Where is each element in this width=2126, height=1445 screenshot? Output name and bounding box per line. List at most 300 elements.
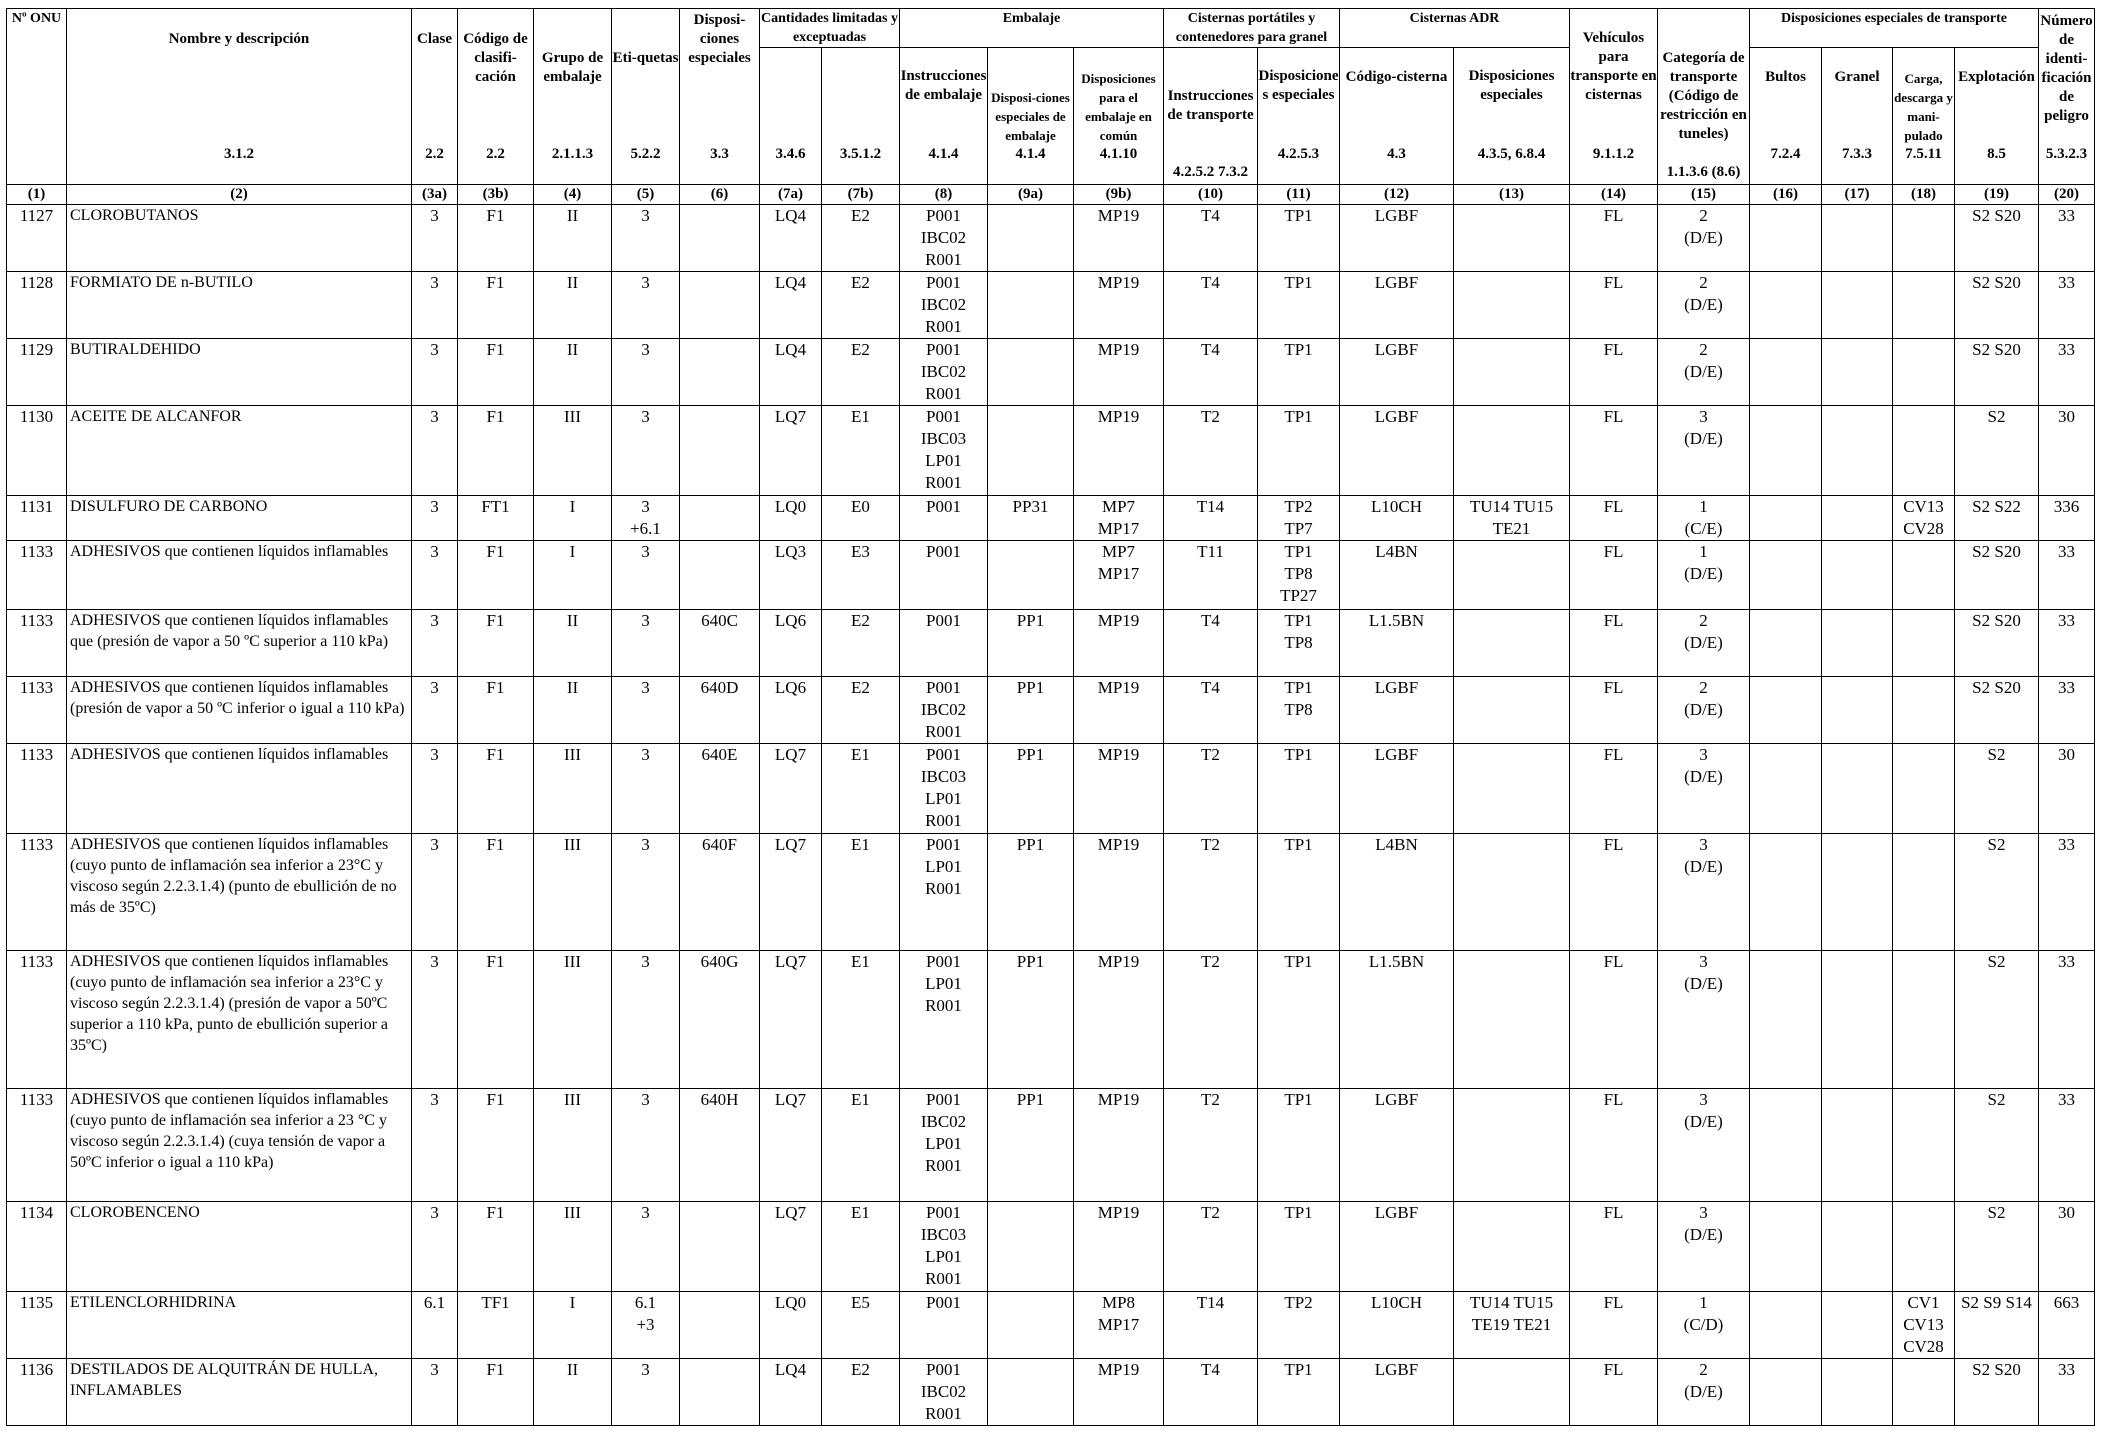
- cell-c6: [680, 406, 760, 496]
- cell-c13: [1454, 1359, 1570, 1426]
- cell-c3a: 3: [412, 496, 458, 541]
- cell-c3a: 3: [412, 951, 458, 1089]
- cell-c5: 3: [612, 744, 680, 834]
- cell-c4: II: [534, 677, 612, 744]
- cell-c9b: MP19: [1074, 205, 1164, 272]
- cell-c7a: LQ7: [760, 744, 822, 834]
- cell-c15: [1658, 406, 1750, 496]
- cell-c9b: MP19: [1074, 834, 1164, 951]
- cell-c20: 33: [2039, 272, 2095, 339]
- cell-c10: T2: [1164, 834, 1258, 951]
- cell-line: P001: [926, 678, 961, 697]
- cell-line: (D/E): [1684, 767, 1723, 786]
- cell-c3a: 3: [412, 406, 458, 496]
- cell-line: TE19 TE21: [1471, 1315, 1552, 1334]
- cell-line: 3: [1699, 835, 1708, 854]
- cell-c3b: F1: [458, 541, 534, 610]
- header-packing-group: Grupo de embalaje 2.1.1.3: [534, 9, 612, 185]
- cell-line: IBC02: [920, 700, 967, 719]
- cell-line: LP01: [925, 974, 962, 993]
- cell-c18: [1893, 1089, 1955, 1202]
- cell-c6: 640H: [680, 1089, 760, 1202]
- cell-c5: 3: [612, 1359, 680, 1426]
- header-labels: Eti-quetas 5.2.2: [612, 9, 680, 185]
- column-number: (11): [1258, 185, 1340, 205]
- column-number: (19): [1955, 185, 2039, 205]
- cell-c5: 3: [612, 1089, 680, 1202]
- cell-c15: [1658, 339, 1750, 406]
- cell-line: MP8: [1101, 1293, 1136, 1312]
- cell-c15: [1658, 1089, 1750, 1202]
- cell-c12: L4BN: [1340, 541, 1454, 610]
- cell-line: P001: [926, 952, 961, 971]
- header-special-provisions: Disposi-ciones especiales 3.3: [680, 9, 760, 185]
- table-row: [7, 339, 2095, 406]
- cell-c7b: E2: [822, 610, 900, 677]
- cell-c4: I: [534, 496, 612, 541]
- table-row: [7, 1292, 2095, 1359]
- cell-c5: 3: [612, 205, 680, 272]
- cell-c11: TP1: [1258, 406, 1340, 496]
- cell-line: LP01: [925, 857, 962, 876]
- cell-c9b: MP19: [1074, 406, 1164, 496]
- cell-c14: FL: [1570, 1359, 1658, 1426]
- cell-line: TU14 TU15: [1469, 1293, 1554, 1312]
- cell-c13: [1454, 744, 1570, 834]
- cell-c9a: PP1: [988, 677, 1074, 744]
- cell-un-number: 1136: [7, 1359, 67, 1426]
- cell-c12: LGBF: [1340, 1202, 1454, 1292]
- cell-line: P001: [926, 835, 961, 854]
- cell-line: R001: [925, 722, 962, 741]
- cell-c19: S2 S20: [1955, 677, 2039, 744]
- cell-c9a: [988, 339, 1074, 406]
- cell-c3a: 6.1: [412, 1292, 458, 1359]
- cell-c17: [1822, 406, 1893, 496]
- cell-c8: [900, 406, 988, 496]
- cell-name: DESTILADOS DE ALQUITRÁN DE HULLA, INFLAMABLES: [67, 1359, 412, 1426]
- header-7b: 3.5.1.2: [822, 48, 900, 185]
- cell-c16: [1750, 406, 1822, 496]
- cell-c9b: MP19: [1074, 744, 1164, 834]
- cell-c7b: E5: [822, 1292, 900, 1359]
- table-row: [7, 272, 2095, 339]
- table-row: [7, 951, 2095, 1089]
- cell-c8: [900, 272, 988, 339]
- cell-c3a: 3: [412, 541, 458, 610]
- cell-c9a: [988, 205, 1074, 272]
- cell-c5: 3: [612, 406, 680, 496]
- cell-c4: III: [534, 406, 612, 496]
- cell-c3b: F1: [458, 1202, 534, 1292]
- cell-c18: [1893, 272, 1955, 339]
- cell-c10: T4: [1164, 677, 1258, 744]
- column-number: (3a): [412, 185, 458, 205]
- cell-c9a: PP1: [988, 951, 1074, 1089]
- cell-c9b: MP19: [1074, 610, 1164, 677]
- cell-c19: S2 S20: [1955, 205, 2039, 272]
- cell-c20: 33: [2039, 541, 2095, 610]
- cell-c19: S2 S20: [1955, 541, 2039, 610]
- column-number: (16): [1750, 185, 1822, 205]
- cell-line: IBC02: [920, 295, 967, 314]
- column-number: (8): [900, 185, 988, 205]
- cell-c14: FL: [1570, 272, 1658, 339]
- cell-c20: 336: [2039, 496, 2095, 541]
- cell-line: R001: [925, 384, 962, 403]
- cell-c9b: MP19: [1074, 1359, 1164, 1426]
- cell-c8: P001: [900, 541, 988, 610]
- cell-c16: [1750, 339, 1822, 406]
- cell-c19: S2 S9 S14: [1955, 1292, 2039, 1359]
- cell-c7a: LQ0: [760, 1292, 822, 1359]
- cell-line: MP7: [1101, 542, 1136, 561]
- cell-c13: [1454, 1089, 1570, 1202]
- cell-c7b: E1: [822, 951, 900, 1089]
- cell-line: (D/E): [1684, 564, 1723, 583]
- cell-c10: T11: [1164, 541, 1258, 610]
- cell-c11: TP1: [1258, 1359, 1340, 1426]
- cell-c9a: PP1: [988, 744, 1074, 834]
- cell-c7a: LQ4: [760, 1359, 822, 1426]
- cell-c6: [680, 272, 760, 339]
- cell-c10: T4: [1164, 1359, 1258, 1426]
- cell-c11: TP1: [1258, 1202, 1340, 1292]
- cell-un-number: 1135: [7, 1292, 67, 1359]
- cell-c19: S2 S20: [1955, 272, 2039, 339]
- cell-un-number: 1127: [7, 205, 67, 272]
- cell-c18: [1893, 496, 1955, 541]
- cell-c13: [1454, 541, 1570, 610]
- cell-line: 2: [1699, 206, 1708, 225]
- cell-c3b: F1: [458, 272, 534, 339]
- cell-c12: L4BN: [1340, 834, 1454, 951]
- cell-c3b: F1: [458, 677, 534, 744]
- cell-c4: II: [534, 610, 612, 677]
- cell-c18: [1893, 541, 1955, 610]
- cell-c3a: 3: [412, 205, 458, 272]
- cell-c17: [1822, 339, 1893, 406]
- cell-c7b: E1: [822, 744, 900, 834]
- cell-c13: [1454, 496, 1570, 541]
- header-operation: Explotación 8.5: [1955, 48, 2039, 185]
- cell-c15: [1658, 541, 1750, 610]
- cell-line: R001: [925, 1269, 962, 1288]
- cell-c9b: MP19: [1074, 951, 1164, 1089]
- cell-c15: [1658, 1292, 1750, 1359]
- cell-c11: TP1: [1258, 951, 1340, 1089]
- cell-c8: [900, 677, 988, 744]
- cell-c17: [1822, 744, 1893, 834]
- cell-c5: 3: [612, 1202, 680, 1292]
- cell-c3a: 3: [412, 272, 458, 339]
- cell-c16: [1750, 272, 1822, 339]
- cell-c14: FL: [1570, 406, 1658, 496]
- cell-c19: S2: [1955, 744, 2039, 834]
- cell-un-number: 1133: [7, 834, 67, 951]
- cell-c3a: 3: [412, 339, 458, 406]
- cell-c3b: F1: [458, 339, 534, 406]
- cell-c14: FL: [1570, 1292, 1658, 1359]
- cell-c8: P001: [900, 496, 988, 541]
- cell-c17: [1822, 1089, 1893, 1202]
- cell-c14: FL: [1570, 834, 1658, 951]
- cell-name: ADHESIVOS que contienen líquidos inflamables que (presión de vapor a 50 ºC superior a 110 kPa): [67, 610, 412, 677]
- cell-name: ADHESIVOS que contienen líquidos inflamables: [67, 744, 412, 834]
- cell-line: TP8: [1284, 700, 1313, 719]
- cell-line: LP01: [925, 789, 962, 808]
- cell-c7a: LQ4: [760, 339, 822, 406]
- cell-c11: [1258, 610, 1340, 677]
- cell-c10: T2: [1164, 1089, 1258, 1202]
- cell-name: CLOROBENCENO: [67, 1202, 412, 1292]
- table-row: [7, 205, 2095, 272]
- cell-c12: L10CH: [1340, 496, 1454, 541]
- cell-c20: 33: [2039, 339, 2095, 406]
- cell-c11: TP1: [1258, 272, 1340, 339]
- cell-line: MP17: [1097, 519, 1140, 538]
- cell-c8: [900, 205, 988, 272]
- cell-c9a: [988, 1292, 1074, 1359]
- cell-c16: [1750, 1292, 1822, 1359]
- cell-line: TP2: [1284, 497, 1313, 516]
- column-number: (9b): [1074, 185, 1164, 205]
- cell-c13: [1454, 339, 1570, 406]
- cell-c18: [1893, 205, 1955, 272]
- adr-table-container: [6, 8, 2095, 1426]
- column-number: (1): [7, 185, 67, 205]
- table-row: [7, 610, 2095, 677]
- cell-c16: [1750, 1089, 1822, 1202]
- cell-c13: [1454, 1202, 1570, 1292]
- cell-line: R001: [925, 811, 962, 830]
- cell-c9b: [1074, 496, 1164, 541]
- cell-c13: [1454, 951, 1570, 1089]
- cell-name: BUTIRALDEHIDO: [67, 339, 412, 406]
- cell-line: MP17: [1097, 564, 1140, 583]
- cell-line: (D/E): [1684, 295, 1723, 314]
- cell-line: R001: [925, 1156, 962, 1175]
- cell-c3a: 3: [412, 744, 458, 834]
- cell-name: DISULFURO DE CARBONO: [67, 496, 412, 541]
- cell-line: LP01: [925, 1247, 962, 1266]
- cell-line: (D/E): [1684, 1382, 1723, 1401]
- cell-c7a: LQ7: [760, 951, 822, 1089]
- header-mixed-packing: Disposiciones para el embalaje en común 4.1.10: [1074, 48, 1164, 185]
- cell-c6: 640E: [680, 744, 760, 834]
- cell-c11: TP1: [1258, 339, 1340, 406]
- cell-c12: L10CH: [1340, 1292, 1454, 1359]
- header-packages: Bultos 7.2.4: [1750, 48, 1822, 185]
- cell-c18: [1893, 744, 1955, 834]
- cell-line: CV13: [1903, 497, 1944, 516]
- cell-c17: [1822, 205, 1893, 272]
- cell-c7a: LQ0: [760, 496, 822, 541]
- cell-line: P001: [926, 273, 961, 292]
- header-tank-code: Código-cisterna 4.3: [1340, 48, 1454, 185]
- cell-c5: 3: [612, 677, 680, 744]
- cell-c16: [1750, 205, 1822, 272]
- cell-c14: FL: [1570, 744, 1658, 834]
- cell-c12: LGBF: [1340, 205, 1454, 272]
- cell-c10: T4: [1164, 205, 1258, 272]
- cell-c18: [1893, 610, 1955, 677]
- cell-line: R001: [925, 879, 962, 898]
- cell-c14: FL: [1570, 205, 1658, 272]
- cell-c10: T2: [1164, 951, 1258, 1089]
- cell-c17: [1822, 272, 1893, 339]
- cell-c8: P001: [900, 1292, 988, 1359]
- cell-line: LP01: [925, 451, 962, 470]
- cell-name: ADHESIVOS que contienen líquidos inflamables (cuyo punto de inflamación sea inferior a 23°C y viscoso según 2.2.3.1.4) (presión de vapor a 50ºC superior a 110 kPa, punto de ebullición superior a 35ºC): [67, 951, 412, 1089]
- cell-un-number: 1131: [7, 496, 67, 541]
- cell-c20: 33: [2039, 834, 2095, 951]
- cell-c4: I: [534, 1292, 612, 1359]
- cell-c4: III: [534, 1089, 612, 1202]
- cell-c3b: F1: [458, 744, 534, 834]
- cell-line: TP1: [1284, 611, 1313, 630]
- cell-c8: [900, 1089, 988, 1202]
- cell-line: 3: [1699, 1090, 1708, 1109]
- cell-line: 3: [1699, 407, 1708, 426]
- cell-c13: [1454, 205, 1570, 272]
- cell-c7a: LQ6: [760, 677, 822, 744]
- cell-name: CLOROBUTANOS: [67, 205, 412, 272]
- column-number: (15): [1658, 185, 1750, 205]
- cell-c10: T4: [1164, 339, 1258, 406]
- cell-c14: FL: [1570, 541, 1658, 610]
- cell-line: P001: [926, 206, 961, 225]
- cell-c10: T4: [1164, 610, 1258, 677]
- cell-c6: [680, 1292, 760, 1359]
- dangerous-goods-table: [6, 8, 2095, 1426]
- cell-line: P001: [926, 1360, 961, 1379]
- cell-line: TP8: [1284, 633, 1313, 652]
- cell-c6: 640F: [680, 834, 760, 951]
- cell-c14: FL: [1570, 610, 1658, 677]
- cell-name: FORMIATO DE n-BUTILO: [67, 272, 412, 339]
- cell-c17: [1822, 1292, 1893, 1359]
- cell-c10: T2: [1164, 744, 1258, 834]
- cell-c11: [1258, 677, 1340, 744]
- cell-c13: [1454, 834, 1570, 951]
- cell-c19: S2 S20: [1955, 1359, 2039, 1426]
- cell-c14: FL: [1570, 339, 1658, 406]
- cell-c17: [1822, 496, 1893, 541]
- cell-line: 1: [1699, 1293, 1708, 1312]
- cell-c12: LGBF: [1340, 339, 1454, 406]
- cell-line: IBC03: [920, 429, 967, 448]
- cell-line: CV28: [1903, 519, 1944, 538]
- cell-c9b: MP19: [1074, 677, 1164, 744]
- cell-name: ADHESIVOS que contienen líquidos inflamables: [67, 541, 412, 610]
- table-row: [7, 1202, 2095, 1292]
- column-number: (3b): [458, 185, 534, 205]
- cell-c4: III: [534, 744, 612, 834]
- cell-un-number: 1133: [7, 744, 67, 834]
- cell-c18: [1893, 1292, 1955, 1359]
- header-packaging: Embalaje: [900, 9, 1164, 48]
- cell-c7b: E2: [822, 1359, 900, 1426]
- cell-line: 1: [1699, 497, 1708, 516]
- cell-c12: L1.5BN: [1340, 951, 1454, 1089]
- cell-c7a: LQ6: [760, 610, 822, 677]
- cell-c20: 33: [2039, 205, 2095, 272]
- cell-c5: 3: [612, 834, 680, 951]
- cell-c17: [1822, 1359, 1893, 1426]
- cell-c11: TP2: [1258, 1292, 1340, 1359]
- cell-c8: [900, 339, 988, 406]
- cell-c20: 30: [2039, 744, 2095, 834]
- cell-c20: 30: [2039, 1202, 2095, 1292]
- cell-c10: T2: [1164, 1202, 1258, 1292]
- cell-un-number: 1133: [7, 610, 67, 677]
- cell-c17: [1822, 677, 1893, 744]
- cell-c5: 3: [612, 610, 680, 677]
- table-row: [7, 744, 2095, 834]
- cell-line: P001: [926, 1090, 961, 1109]
- column-number: (5): [612, 185, 680, 205]
- cell-c3a: 3: [412, 1089, 458, 1202]
- cell-c7a: LQ7: [760, 834, 822, 951]
- cell-line: IBC02: [920, 362, 967, 381]
- cell-c3a: 3: [412, 1202, 458, 1292]
- cell-line: (D/E): [1684, 633, 1723, 652]
- cell-c7b: E1: [822, 406, 900, 496]
- cell-c7b: E2: [822, 339, 900, 406]
- cell-c16: [1750, 744, 1822, 834]
- cell-un-number: 1133: [7, 951, 67, 1089]
- column-number: (7a): [760, 185, 822, 205]
- column-number: (18): [1893, 185, 1955, 205]
- cell-c7b: E3: [822, 541, 900, 610]
- cell-line: (C/D): [1683, 1315, 1724, 1334]
- table-row: [7, 406, 2095, 496]
- cell-c3a: 3: [412, 1359, 458, 1426]
- cell-c9b: MP19: [1074, 339, 1164, 406]
- header-un-number: Nº ONU: [7, 9, 67, 185]
- header-adr-tanks: Cisternas ADR: [1340, 9, 1570, 48]
- cell-c5: [612, 496, 680, 541]
- cell-c18: [1893, 406, 1955, 496]
- cell-line: R001: [925, 996, 962, 1015]
- cell-c4: II: [534, 339, 612, 406]
- cell-name: ACEITE DE ALCANFOR: [67, 406, 412, 496]
- column-number: (10): [1164, 185, 1258, 205]
- cell-c15: [1658, 744, 1750, 834]
- cell-c15: [1658, 496, 1750, 541]
- cell-c16: [1750, 677, 1822, 744]
- cell-line: 1: [1699, 542, 1708, 561]
- cell-line: TP8: [1284, 564, 1313, 583]
- cell-line: TU14 TU15: [1469, 497, 1554, 516]
- cell-c14: FL: [1570, 1089, 1658, 1202]
- cell-c5: 3: [612, 541, 680, 610]
- cell-c12: LGBF: [1340, 406, 1454, 496]
- cell-line: (D/E): [1684, 974, 1723, 993]
- cell-c6: [680, 339, 760, 406]
- cell-c7a: LQ3: [760, 541, 822, 610]
- cell-c4: III: [534, 1202, 612, 1292]
- column-number-row: [7, 185, 2095, 205]
- cell-un-number: 1133: [7, 677, 67, 744]
- cell-c15: [1658, 205, 1750, 272]
- cell-c7a: LQ7: [760, 1202, 822, 1292]
- cell-c16: [1750, 834, 1822, 951]
- cell-c5: 3: [612, 339, 680, 406]
- cell-c9a: PP1: [988, 1089, 1074, 1202]
- cell-c6: [680, 541, 760, 610]
